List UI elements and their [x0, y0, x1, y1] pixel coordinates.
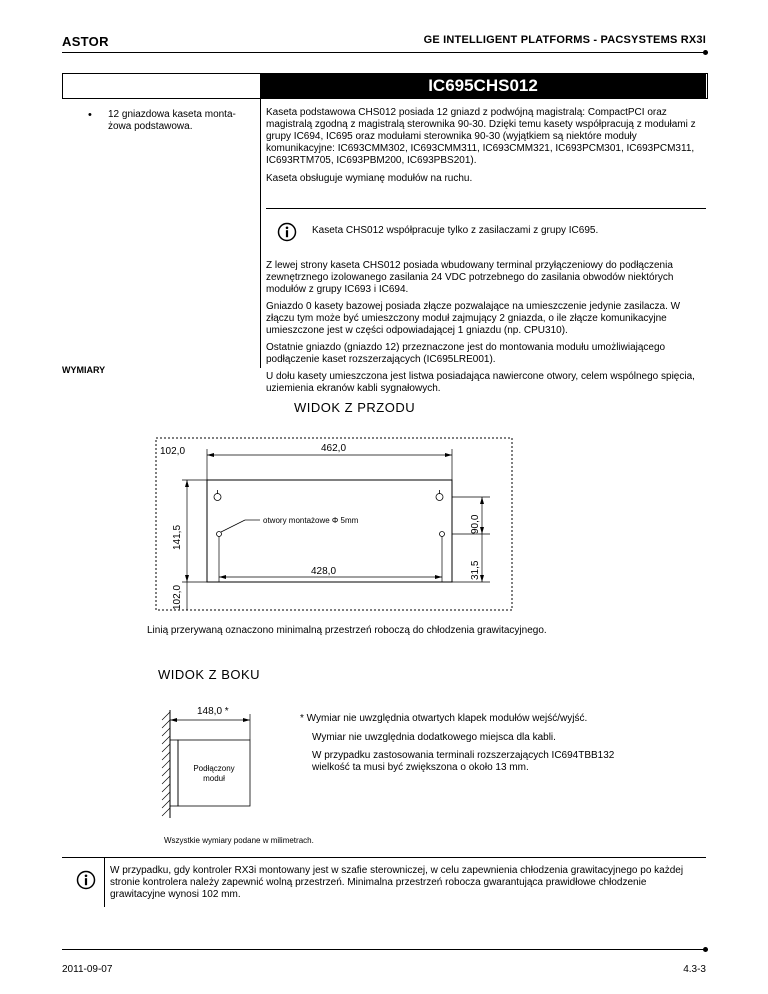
page-number: 4.3-3 [683, 964, 706, 975]
dim-hole-spacing-vertical: 90,0 [470, 514, 481, 534]
dim-left-clearance: 102,0 [160, 446, 186, 457]
bottom-note-rule [62, 857, 706, 858]
section-heading: WYMIARY [62, 365, 106, 375]
description-paragraph: Kaseta obsługuje wymianę modułów na ruchu. [266, 173, 473, 184]
dim-height: 141,5 [172, 524, 183, 550]
side-view-title: WIDOK Z BOKU [158, 667, 261, 682]
product-summary: 12 gniazdowa kaseta monta- żowa podstawowa. [108, 109, 236, 132]
mounting-hole-icon [440, 532, 445, 537]
module-label: Podłączony [193, 764, 235, 773]
dim-hole-spacing-horizontal: 428,0 [311, 566, 337, 577]
details-paragraph: Gniazdo 0 kasety bazowej posiada złącze pozwalające na umieszczenie jedynie zasilacza. W złączu tym może być umieszczony moduł zajmujący 2 gniazda, o ile złącze komunikacyjne umieszczone jest w części odpowiadającej 1 gniazdu (np. CPU310). [266, 301, 681, 336]
side-view-drawing [150, 700, 290, 820]
bottom-note-divider [104, 857, 105, 907]
mounting-hole-icon [217, 532, 222, 537]
dim-depth: 148,0 * [197, 706, 229, 717]
product-code: IC695CHS012 [428, 76, 538, 95]
dim-bottom-clearance: 102,0 [172, 584, 183, 610]
dim-hole-offset-bottom: 31,5 [470, 560, 481, 580]
mounting-hole-icon [214, 490, 221, 501]
info-icon [277, 222, 297, 247]
front-view-title: WIDOK Z PRZODU [294, 400, 416, 415]
details-paragraph: U dołu kasety umieszczona jest listwa posiadająca nawiercone otwory, celem wspólnego spięcia, uziemienia ekranów kabli sygnałowych. [266, 371, 695, 394]
document-series: GE INTELLIGENT PLATFORMS - PACSYSTEMS RX3I [423, 34, 706, 46]
note-rule [266, 208, 706, 209]
front-view-caption: Linią przerywaną oznaczono minimalną przestrzeń roboczą do chłodzenia grawitacyjnego. [147, 625, 547, 636]
dim-width: 462,0 [321, 443, 347, 454]
info-note: Kaseta CHS012 współpracuje tylko z zasilaczami z grupy IC695. [312, 225, 599, 236]
cooling-note: W przypadku, gdy kontroler RX3i montowany jest w szafie sterowniczej, w celu zapewnienia chłodzenia grawitacyjnego po każdej stronie kontrolera należy zapewnić wolną przestrzeń. Minimalna przestrzeń robocza gwarantująca prawidłowe chłodzenie grawitacyjne wynosi 102 mm. [110, 865, 684, 900]
header-rule [62, 52, 708, 53]
header-rule-dot [703, 50, 708, 55]
column-divider [260, 98, 261, 368]
units-note: Wszystkie wymiary podane w milimetrach. [164, 836, 314, 845]
details-paragraph: Z lewej strony kaseta CHS012 posiada wbudowany terminal przyłączeniowy do podłączenia zewnętrznego izolowanego zasilania 24 VDC potrzebnego do zasilania obwodów niektórych modułów z grupy IC693 i IC694. [266, 260, 674, 295]
holes-label: otwory montażowe Φ 5mm [263, 516, 359, 525]
company-name: ASTOR [62, 34, 109, 49]
footer-rule [62, 949, 708, 950]
front-view-drawing [150, 432, 520, 624]
mounting-hole-icon [436, 490, 443, 501]
description-block [266, 107, 706, 185]
module-label: moduł [203, 774, 225, 783]
footer-date: 2011-09-07 [62, 964, 113, 975]
bullet-marker: • [88, 109, 92, 121]
footer-rule-dot [703, 947, 708, 952]
description-paragraph: Kaseta podstawowa CHS012 posiada 12 gniazd z podwójną magistralą: CompactPCI oraz magistralą zgodną z magistralą sterownika 90-30. Dzięki temu kasety współpracują z modułami z grupy IC694, IC695 oraz modułami sterownika 90-30 (wyjątkiem są niektóre moduły komunikacyjne: IC693CMM302, IC693CMM311, IC693CMM321, IC693PCM301, IC693PCM311, IC693RTM705, IC693PBM200, IC693PBS201). [266, 107, 696, 166]
info-icon [76, 870, 96, 895]
wall-hatching [162, 712, 170, 816]
side-note: W przypadku zastosowania terminali rozszerzających IC694TBB132 wielkość ta musi być zwiększona o około 13 mm. [312, 750, 615, 773]
details-block [266, 260, 706, 395]
details-paragraph: Ostatnie gniazdo (gniazdo 12) przeznaczone jest do montowania modułu umożliwiającego podłączenie kaset rozszerzających (IC695LRE001). [266, 342, 666, 365]
side-note: Wymiar nie uwzględnia dodatkowego miejsca dla kabli. [312, 732, 556, 743]
module-outline [178, 740, 250, 806]
side-note: * Wymiar nie uwzględnia otwartych klapek modułów wejść/wyjść. [300, 713, 588, 724]
